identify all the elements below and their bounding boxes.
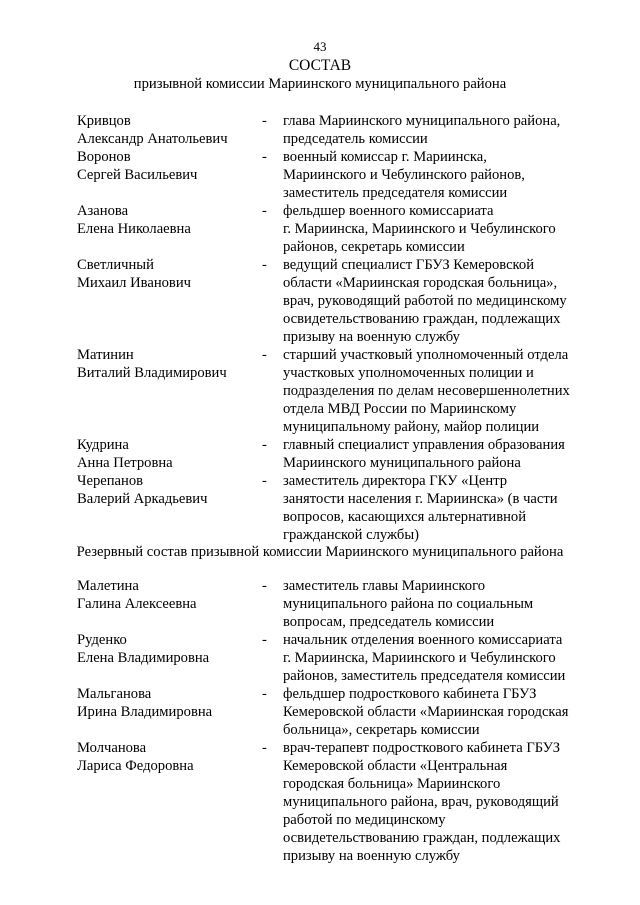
member-role: главный специалист управления образования Мариинского муниципального района [283,437,565,471]
reserve-heading: Резервный состав призывной комиссии Мариинского муниципального района [76,544,564,560]
member-dash: - [262,740,267,756]
member-entry [0,148,640,202]
member-dash: - [262,473,267,489]
member-name: Молчанова Лариса Федоровна [77,740,194,774]
member-entry [0,346,640,436]
member-role: начальник отделения военного комиссариата г. Мариинска, Мариинского и Чебулинского районов, заместитель председателя комиссии [283,632,566,684]
reserve-member-entry [0,577,640,631]
member-role: ведущий специалист ГБУЗ Кемеровской области «Мариинская городская больница», врач, руководящий работой по медицинскому освидетельствованию граждан, подлежащих призыву на военную службу [283,257,567,345]
member-entry [0,202,640,256]
member-role: военный комиссар г. Мариинска, Мариинского и Чебулинского районов, заместитель председателя комиссии [283,149,525,201]
reserve-member-entry [0,739,640,865]
member-name: Мальганова Ирина Владимировна [77,686,213,720]
reserve-member-entry [0,631,640,685]
member-entry [0,256,640,346]
main-members-list [0,112,640,544]
member-role: врач-терапевт подросткового кабинета ГБУЗ Кемеровской области «Центральная городская больница» Мариинского муниципального района, врач, руководящий работой по медицинскому освидетельствованию граждан, подлежащих призыву на военную службу [283,740,561,864]
member-role: глава Мариинского муниципального района, председатель комиссии [283,113,561,147]
document-title: СОСТАВ [288,57,352,74]
member-name: Кудрина Анна Петровна [77,437,173,471]
member-entry [0,112,640,148]
member-dash: - [262,686,267,702]
member-dash: - [262,257,267,273]
reserve-member-entry [0,685,640,739]
member-role: фельдшер подросткового кабинета ГБУЗ Кемеровской области «Мариинская городская больница», секретарь комиссии [283,686,569,738]
member-dash: - [262,149,267,165]
member-name: Азанова Елена Николаевна [77,203,191,237]
member-dash: - [262,203,267,219]
member-name: Воронов Сергей Васильевич [77,149,198,183]
member-name: Кривцов Александр Анатольевич [77,113,228,147]
member-dash: - [262,437,267,453]
member-dash: - [262,113,267,129]
member-dash: - [262,632,267,648]
member-dash: - [262,347,267,363]
member-role: фельдшер военного комиссариата г. Мариинска, Мариинского и Чебулинского районов, секретарь комиссии [283,203,556,255]
member-name: Матинин Виталий Владимирович [77,347,227,381]
member-role: заместитель главы Мариинского муниципального района по социальным вопросам, председатель комиссии [283,578,534,630]
member-name: Черепанов Валерий Аркадьевич [77,473,208,507]
member-role: старший участковый уполномоченный отдела участковых уполномоченных полиции и подразделения по делам несовершеннолетних отдела МВД России по Мариинскому муниципальному району, майор полиции [283,347,570,435]
reserve-members-list [0,577,640,865]
member-dash: - [262,578,267,594]
member-name: Светличный Михаил Иванович [77,257,191,291]
member-name: Малетина Галина Алексеевна [77,578,197,612]
member-entry [0,472,640,544]
member-role: заместитель директора ГКУ «Центр занятости населения г. Мариинска» (в части вопросов, касающихся альтернативной гражданской службы) [283,473,558,543]
page-number: 43 [313,39,327,54]
document-subtitle: призывной комиссии Мариинского муниципального района [133,76,507,92]
member-entry [0,436,640,472]
member-name: Руденко Елена Владимировна [77,632,210,666]
